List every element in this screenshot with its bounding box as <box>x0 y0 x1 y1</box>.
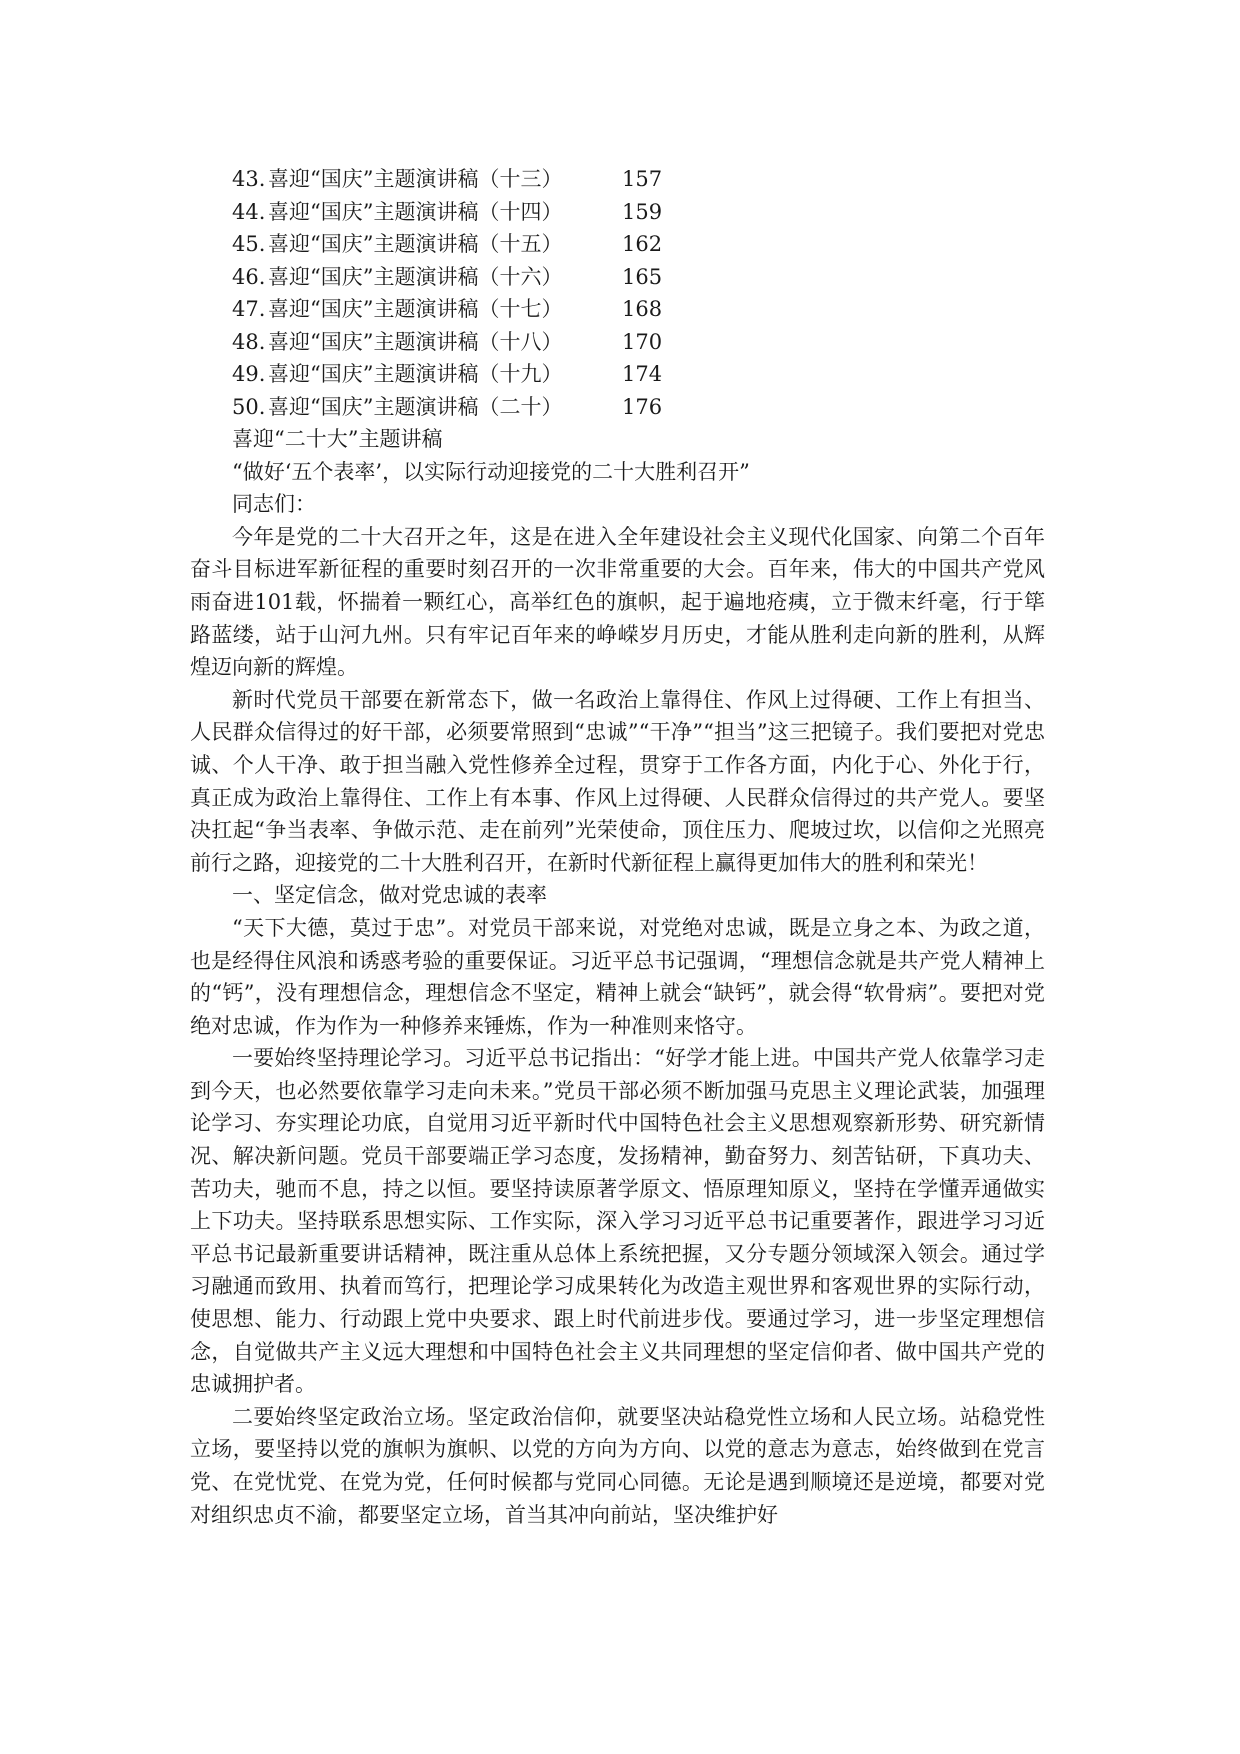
toc-item-title: 喜迎“国庆”主题演讲稿（十八） <box>268 329 563 354</box>
toc-item <box>232 196 1032 229</box>
toc-item-title: 喜迎“国庆”主题演讲稿（十七） <box>268 297 563 321</box>
toc-item-page: 168 <box>622 297 663 321</box>
toc-item <box>232 391 1032 424</box>
paragraph-4: 一要始终坚持理论学习。习近平总书记指出：“好学才能上进。中国共产党人依靠学习走到今天，也必然要依靠学习走向未来。”党员干部必须不断加强马克思主义理论武装，加强理论学习、夯实理论功底，自觉用习近平新时代中国特色社会主义思想观察新形势、研究新情况、解决新问题。党员干部要端正学习态度，发扬精神，勤奋努力、刻苦钻研，下真功夫、苦功夫，驰而不息，持之以恒。要坚持读原著学原文、悟原理知原义，坚持在学懂弄通做实上下功夫。坚持联系思想实际、工作实际，深入学习习近平总书记重要著作，跟进学习习近平总书记最新重要讲话精神，既注重从总体上系统把握，又分专题分领域深入领会。通过学习融通而致用、执着而笃行，把理论学习成果转化为改造主观世界和客观世界的实际行动，使思想、能力、行动跟上党中央要求、跟上时代前进步伐。要通过学习，进一步坚定理想信念，自觉做共产主义远大理想和中国特色社会主义共同理想的坚定信仰者、做中国共产党的忠诚拥护者。 <box>190 1046 1045 1397</box>
paragraph-5: 二要始终坚定政治立场。坚定政治信仰，就要坚决站稳党性立场和人民立场。站稳党性立场，要坚持以党的旗帜为旗帜、以党的方向为方向、以党的意志为意志，始终做到在党言党、在党忧党、在党为党，任何时候都与党同心同德。无论是遇到顺境还是逆境，都要对党对组织忠贞不渝，都要坚定立场，首当其冲向前站，坚决维护好 <box>190 1404 1045 1527</box>
toc-item-page: 159 <box>622 199 663 224</box>
toc-item-title: 喜迎“国庆”主题演讲稿（十九） <box>268 362 563 386</box>
toc-item <box>232 163 1032 196</box>
toc-item-title: 喜迎“国庆”主题演讲稿（十三） <box>268 167 563 191</box>
toc-item-page: 157 <box>622 167 663 191</box>
toc-item <box>232 261 1032 294</box>
salutation: 同志们： <box>232 492 316 517</box>
toc-item <box>232 228 1032 261</box>
toc-item-title: 喜迎“国庆”主题演讲稿（十五） <box>268 232 563 256</box>
toc-item-number: 44. <box>232 199 266 224</box>
heading-1: 一、坚定信念，做对党忠诚的表率 <box>232 883 547 908</box>
toc-item-number: 45. <box>232 232 266 256</box>
toc-item-number: 50. <box>232 394 266 419</box>
toc-item-page: 165 <box>622 264 663 289</box>
table-of-contents <box>232 163 1032 423</box>
paragraph-2: 新时代党员干部要在新常态下，做一名政治上靠得住、作风上过得硬、工作上有担当、人民群众信得过的好干部，必须要常照到“忠诚”“干净”“担当”这三把镜子。我们要把对党忠诚、个人干净、敢于担当融入党性修养全过程，贯穿于工作各方面，内化于心、外化于行，真正成为政治上靠得住、工作上有本事、作风上过得硬、人民群众信得过的共产党人。要坚决扛起“争当表率、争做示范、走在前列”光荣使命，顶住压力、爬坡过坎，以信仰之光照亮前行之路，迎接党的二十大胜利召开，在新时代新征程上赢得更加伟大的胜利和荣光！ <box>190 687 1045 875</box>
speech-body <box>190 423 1045 1531</box>
toc-item-number: 43. <box>232 167 266 191</box>
toc-item-page: 174 <box>622 362 663 386</box>
speech-title: “做好‘五个表率’，以实际行动迎接党的二十大胜利召开” <box>232 459 750 484</box>
paragraph-3: “天下大德，莫过于忠”。对党员干部来说，对党绝对忠诚，既是立身之本、为政之道，也是经得住风浪和诱惑考验的重要保证。习近平总书记强调，“理想信念就是共产党人精神上的“钙”，没有理想信念，理想信念不坚定，精神上就会“缺钙”，就会得“软骨病”。要把对党绝对忠诚，作为作为一种修养来锤炼，作为一种准则来恪守。 <box>190 915 1045 1038</box>
toc-item-page: 176 <box>622 394 663 419</box>
toc-item-title: 喜迎“国庆”主题演讲稿（十六） <box>268 264 563 289</box>
toc-item <box>232 293 1032 326</box>
paragraph-1: 今年是党的二十大召开之年，这是在进入全年建设社会主义现代化国家、向第二个百年奋斗目标进军新征程的重要时刻召开的一次非常重要的大会。百年来，伟大的中国共产党风雨奋进101载，怀揣着一颗红心，高举红色的旗帜，起于遍地疮痍，立于微末纤毫，行于筚路蓝缕，站于山河九州。只有牢记百年来的峥嵘岁月历史，才能从胜利走向新的胜利，从辉煌迈向新的辉煌。 <box>190 524 1045 680</box>
toc-item-number: 48. <box>232 329 266 354</box>
section-title: 喜迎“二十大”主题讲稿 <box>232 427 443 451</box>
toc-item-title: 喜迎“国庆”主题演讲稿（二十） <box>268 394 563 419</box>
toc-item-page: 170 <box>622 329 663 354</box>
toc-item-title: 喜迎“国庆”主题演讲稿（十四） <box>268 199 563 224</box>
toc-item-number: 47. <box>232 297 266 321</box>
toc-item-number: 46. <box>232 264 266 289</box>
toc-item <box>232 326 1032 359</box>
toc-item-number: 49. <box>232 362 266 386</box>
toc-item-page: 162 <box>622 232 663 256</box>
toc-item <box>232 358 1032 391</box>
